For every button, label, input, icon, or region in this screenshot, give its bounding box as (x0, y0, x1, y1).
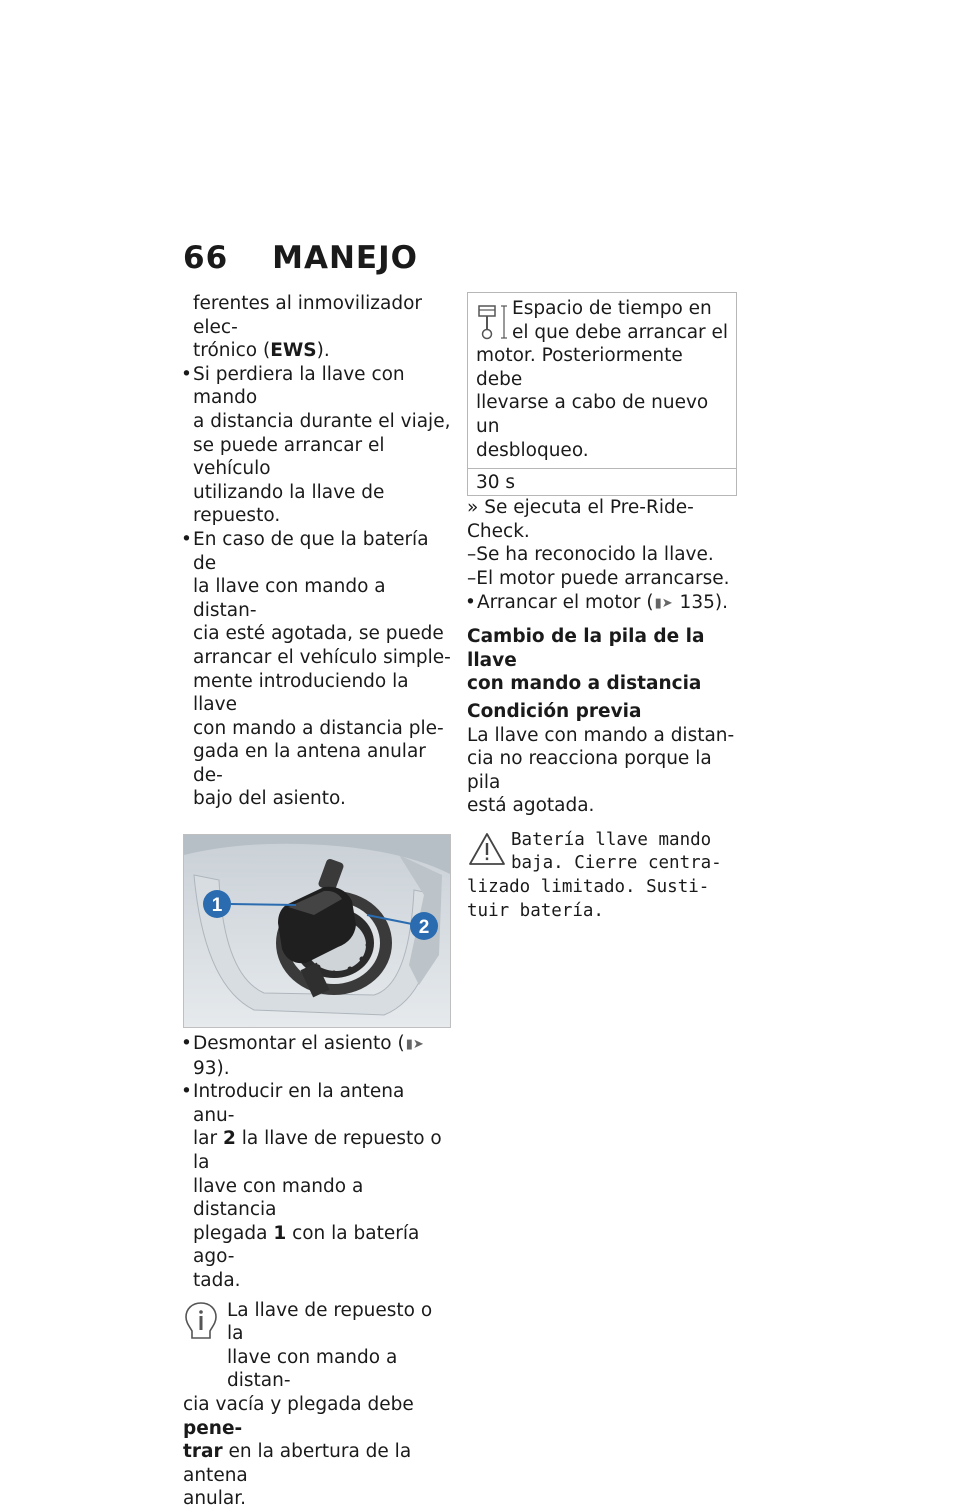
text-line: tada. (193, 1270, 241, 1291)
text-line: gada en la antena anular de- (193, 741, 426, 786)
text-line: bajo del asiento. (193, 788, 346, 810)
info-icon (183, 1301, 219, 1341)
timing-box (467, 292, 737, 496)
continued-text (183, 292, 451, 363)
result-line: –El motor puede arrancarse. (467, 567, 730, 589)
right-column (467, 292, 737, 923)
text-line: mente introduciendo la llave (193, 670, 409, 716)
left-column (183, 292, 451, 1511)
text-span: Desmontar el asiento ( (193, 1033, 405, 1055)
text-line: • Si perdiera la llave con mando (193, 363, 405, 409)
text-span: con la batería ago- (193, 1222, 420, 1268)
text-span: la llave de repuesto o la (193, 1128, 442, 1174)
text-span: plegada (193, 1222, 274, 1244)
emphasis-text: trar (183, 1441, 223, 1463)
text-line (193, 339, 451, 363)
page-header (183, 240, 418, 276)
text-line: el que debe arrancar el (512, 321, 729, 343)
bullet-start-engine (467, 591, 737, 616)
subheading: Condición previa (467, 700, 642, 722)
text-line: La llave con mando a distan- (467, 724, 735, 746)
page-reference[interactable]: 93). (193, 1057, 230, 1079)
text-line: llevarse a cabo de nuevo un (476, 392, 709, 437)
emphasis-text: pene- (183, 1417, 243, 1439)
text-line: cia no reacciona porque la pila (467, 748, 712, 793)
ref-number-1: 1 (273, 1222, 287, 1244)
ews-abbrev: EWS (270, 340, 317, 362)
display-warning (467, 829, 737, 923)
text-span: en la abertura de la antena (183, 1441, 412, 1486)
bullet-remove-seat (183, 1032, 451, 1080)
condition-text (467, 724, 737, 818)
text-line: Espacio de tiempo en (512, 298, 712, 319)
text-line: La llave de repuesto o la (227, 1299, 433, 1345)
text-line: arrancar el vehículo simple- (193, 646, 451, 668)
text-span: cia vacía y plegada debe (183, 1393, 414, 1415)
text-line: cia esté agotada, se puede (193, 623, 444, 645)
callout-2-label: 2 (418, 917, 430, 939)
text-line: tuir batería. (467, 900, 604, 921)
text-line: se puede arrancar el vehículo (193, 434, 385, 480)
page-number: 66 (183, 240, 229, 276)
page-reference-arrow-icon: ▮➤ (405, 1037, 424, 1053)
text-span: lar (193, 1128, 223, 1150)
page-reference-arrow-icon: ▮➤ (654, 595, 673, 611)
result-line: » Se ejecuta el Pre-Ride-Check. (467, 497, 694, 542)
text-line: desbloqueo. (476, 439, 589, 461)
ref-number-2: 2 (222, 1128, 236, 1150)
text-line: • Introducir en la antena anu- (193, 1081, 405, 1126)
text-span: ). (316, 340, 330, 362)
callout-1-label: 1 (211, 895, 223, 917)
text-line: utilizando la llave de repuesto. (193, 481, 385, 527)
text-line (193, 1222, 451, 1269)
text-line: lizado limitado. Susti- (467, 877, 710, 898)
text-line: ferentes al inmovilizador elec- (193, 293, 423, 338)
text-line: motor. Posteriormente debe (476, 345, 683, 390)
text-line: está agotada. (467, 795, 595, 817)
text-line: Batería llave mando (511, 829, 712, 850)
text-line: baja. Cierre centra- (511, 853, 722, 874)
text-line: • En caso de que la batería de (193, 528, 429, 574)
text-line (183, 1440, 451, 1487)
section-heading (467, 625, 737, 696)
figure-illustration (184, 835, 451, 1028)
text-span: trónico ( (193, 340, 271, 362)
bullet-battery-empty (183, 528, 451, 811)
bullet-insert-key (183, 1080, 451, 1292)
page-reference[interactable]: 135). (673, 591, 728, 613)
warning-triangle-icon (467, 831, 507, 867)
section-title: MANEJO (272, 240, 418, 276)
text-line: llave con mando a distan- (227, 1346, 398, 1392)
piston-icon (476, 303, 510, 341)
result-line: –Se ha reconocido la llave. (467, 544, 714, 566)
text-line (193, 1127, 451, 1174)
text-line: anular. (183, 1488, 247, 1510)
info-note (183, 1299, 451, 1511)
text-line: con mando a distancia (467, 673, 702, 695)
timing-description (468, 293, 736, 469)
bullet-lost-key (183, 363, 451, 528)
text-line: Cambio de la pila de la llave (467, 626, 705, 671)
ring-antenna-figure (183, 834, 451, 1028)
text-line: la llave con mando a distan- (193, 576, 386, 621)
timing-value: 30 s (476, 472, 516, 494)
text-line: con mando a distancia ple- (193, 717, 444, 739)
text-span: Arrancar el motor ( (477, 591, 654, 613)
text-line (183, 1393, 451, 1440)
text-line: a distancia durante el viaje, (193, 410, 451, 432)
text-line: llave con mando a distancia (193, 1175, 364, 1221)
